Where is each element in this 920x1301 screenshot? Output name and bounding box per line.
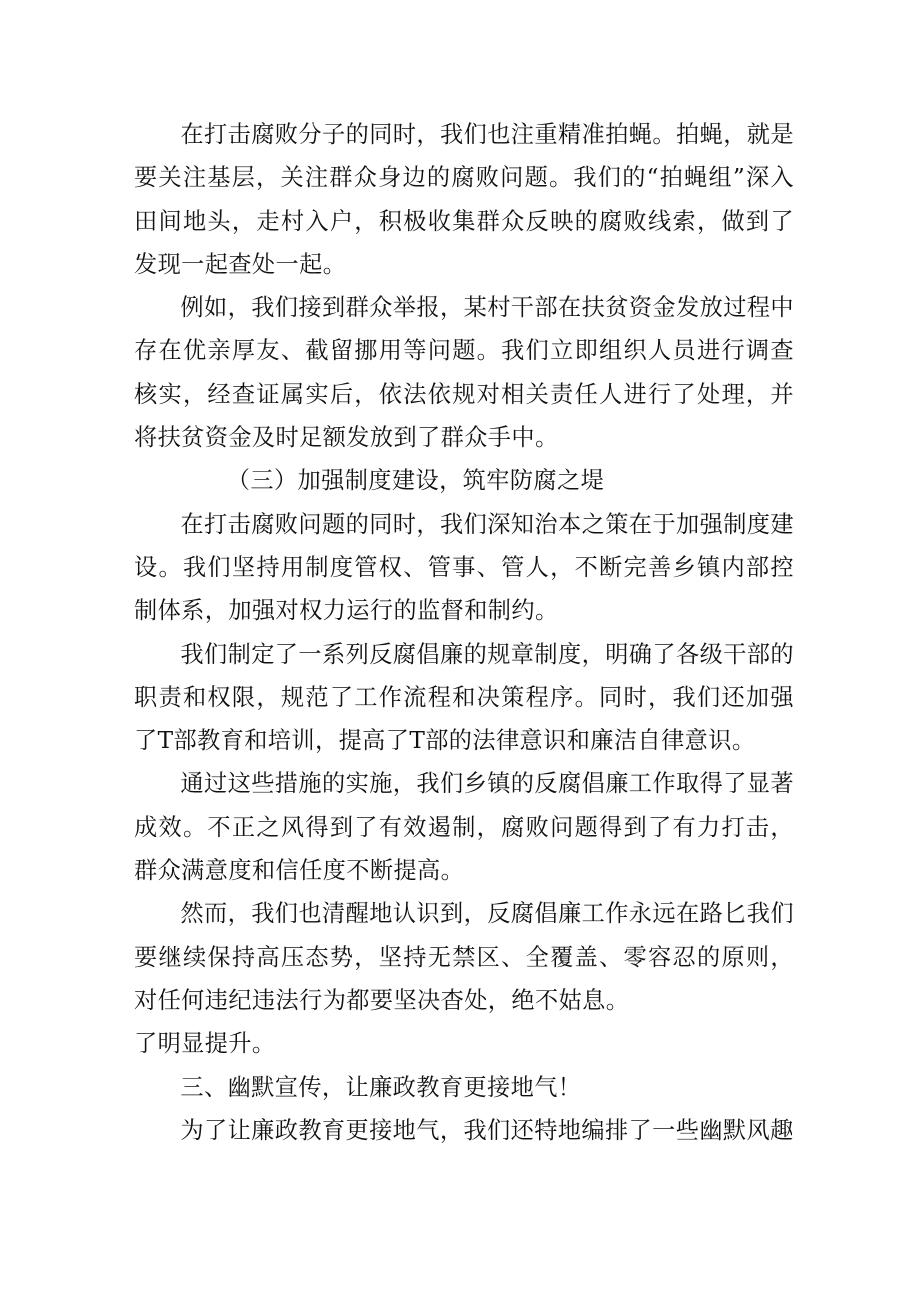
paragraph-4: 我们制定了一系列反腐倡廉的规章制度，明确了各级干部的职责和权限，规范了工作流程和决策程序。同时，我们还加强了T部教育和培训，提高了T部的法律意识和廉洁自律意识。 xyxy=(134,640,794,755)
paragraph-3: 在打击腐败问题的同时，我们深知治本之策在于加强制度建设。我们坚持用制度管权、管事、管人，不断完善乡镇内部控制体系，加强对权力运行的监督和制约。 xyxy=(134,510,794,625)
paragraph-1: 在打击腐败分子的同时，我们也注重精准拍蝇。拍蝇，就是要关注基层，关注群众身边的腐败问题。我们的“拍蝇组”深入田间地头，走村入户，积极收集群众反映的腐败线索，做到了发现一起查处一起。 xyxy=(134,121,794,278)
section-heading-three: 三、幽默宣传，让廉政教育更接地气！ xyxy=(180,1073,582,1101)
paragraph-fragment: 了明显提升。 xyxy=(134,1030,276,1058)
paragraph-2: 例如，我们接到群众举报，某村干部在扶贫资金发放过程中存在优亲厚友、截留挪用等问题。我们立即组织人员进行调查核实，经查证属实后，依法依规对相关责任人进行了处理，并将扶贫资金及时足额发放到了群众手中。 xyxy=(134,294,794,452)
document-body xyxy=(134,113,794,1152)
paragraph-5: 通过这些措施的实施，我们乡镇的反腐倡廉工作取得了显著成效。不正之风得到了有效遏制，腐败问题得到了有力打击，群众满意度和信任度不断提高。 xyxy=(134,770,794,885)
paragraph-7: 为了让廉政教育更接地气，我们还特地编排了一些幽默风趣 xyxy=(180,1116,794,1144)
paragraph-6: 然而，我们也清醒地认识到，反腐倡廉工作永远在路匕我们要继续保持高压态势，坚持无禁区、全覆盖、零容忍的原则，对任何违纪违法行为都要坚决杳处，绝不姑息。 xyxy=(134,900,794,1014)
section-heading-3: （三）加强制度建设，筑牢防腐之堤 xyxy=(226,467,605,495)
